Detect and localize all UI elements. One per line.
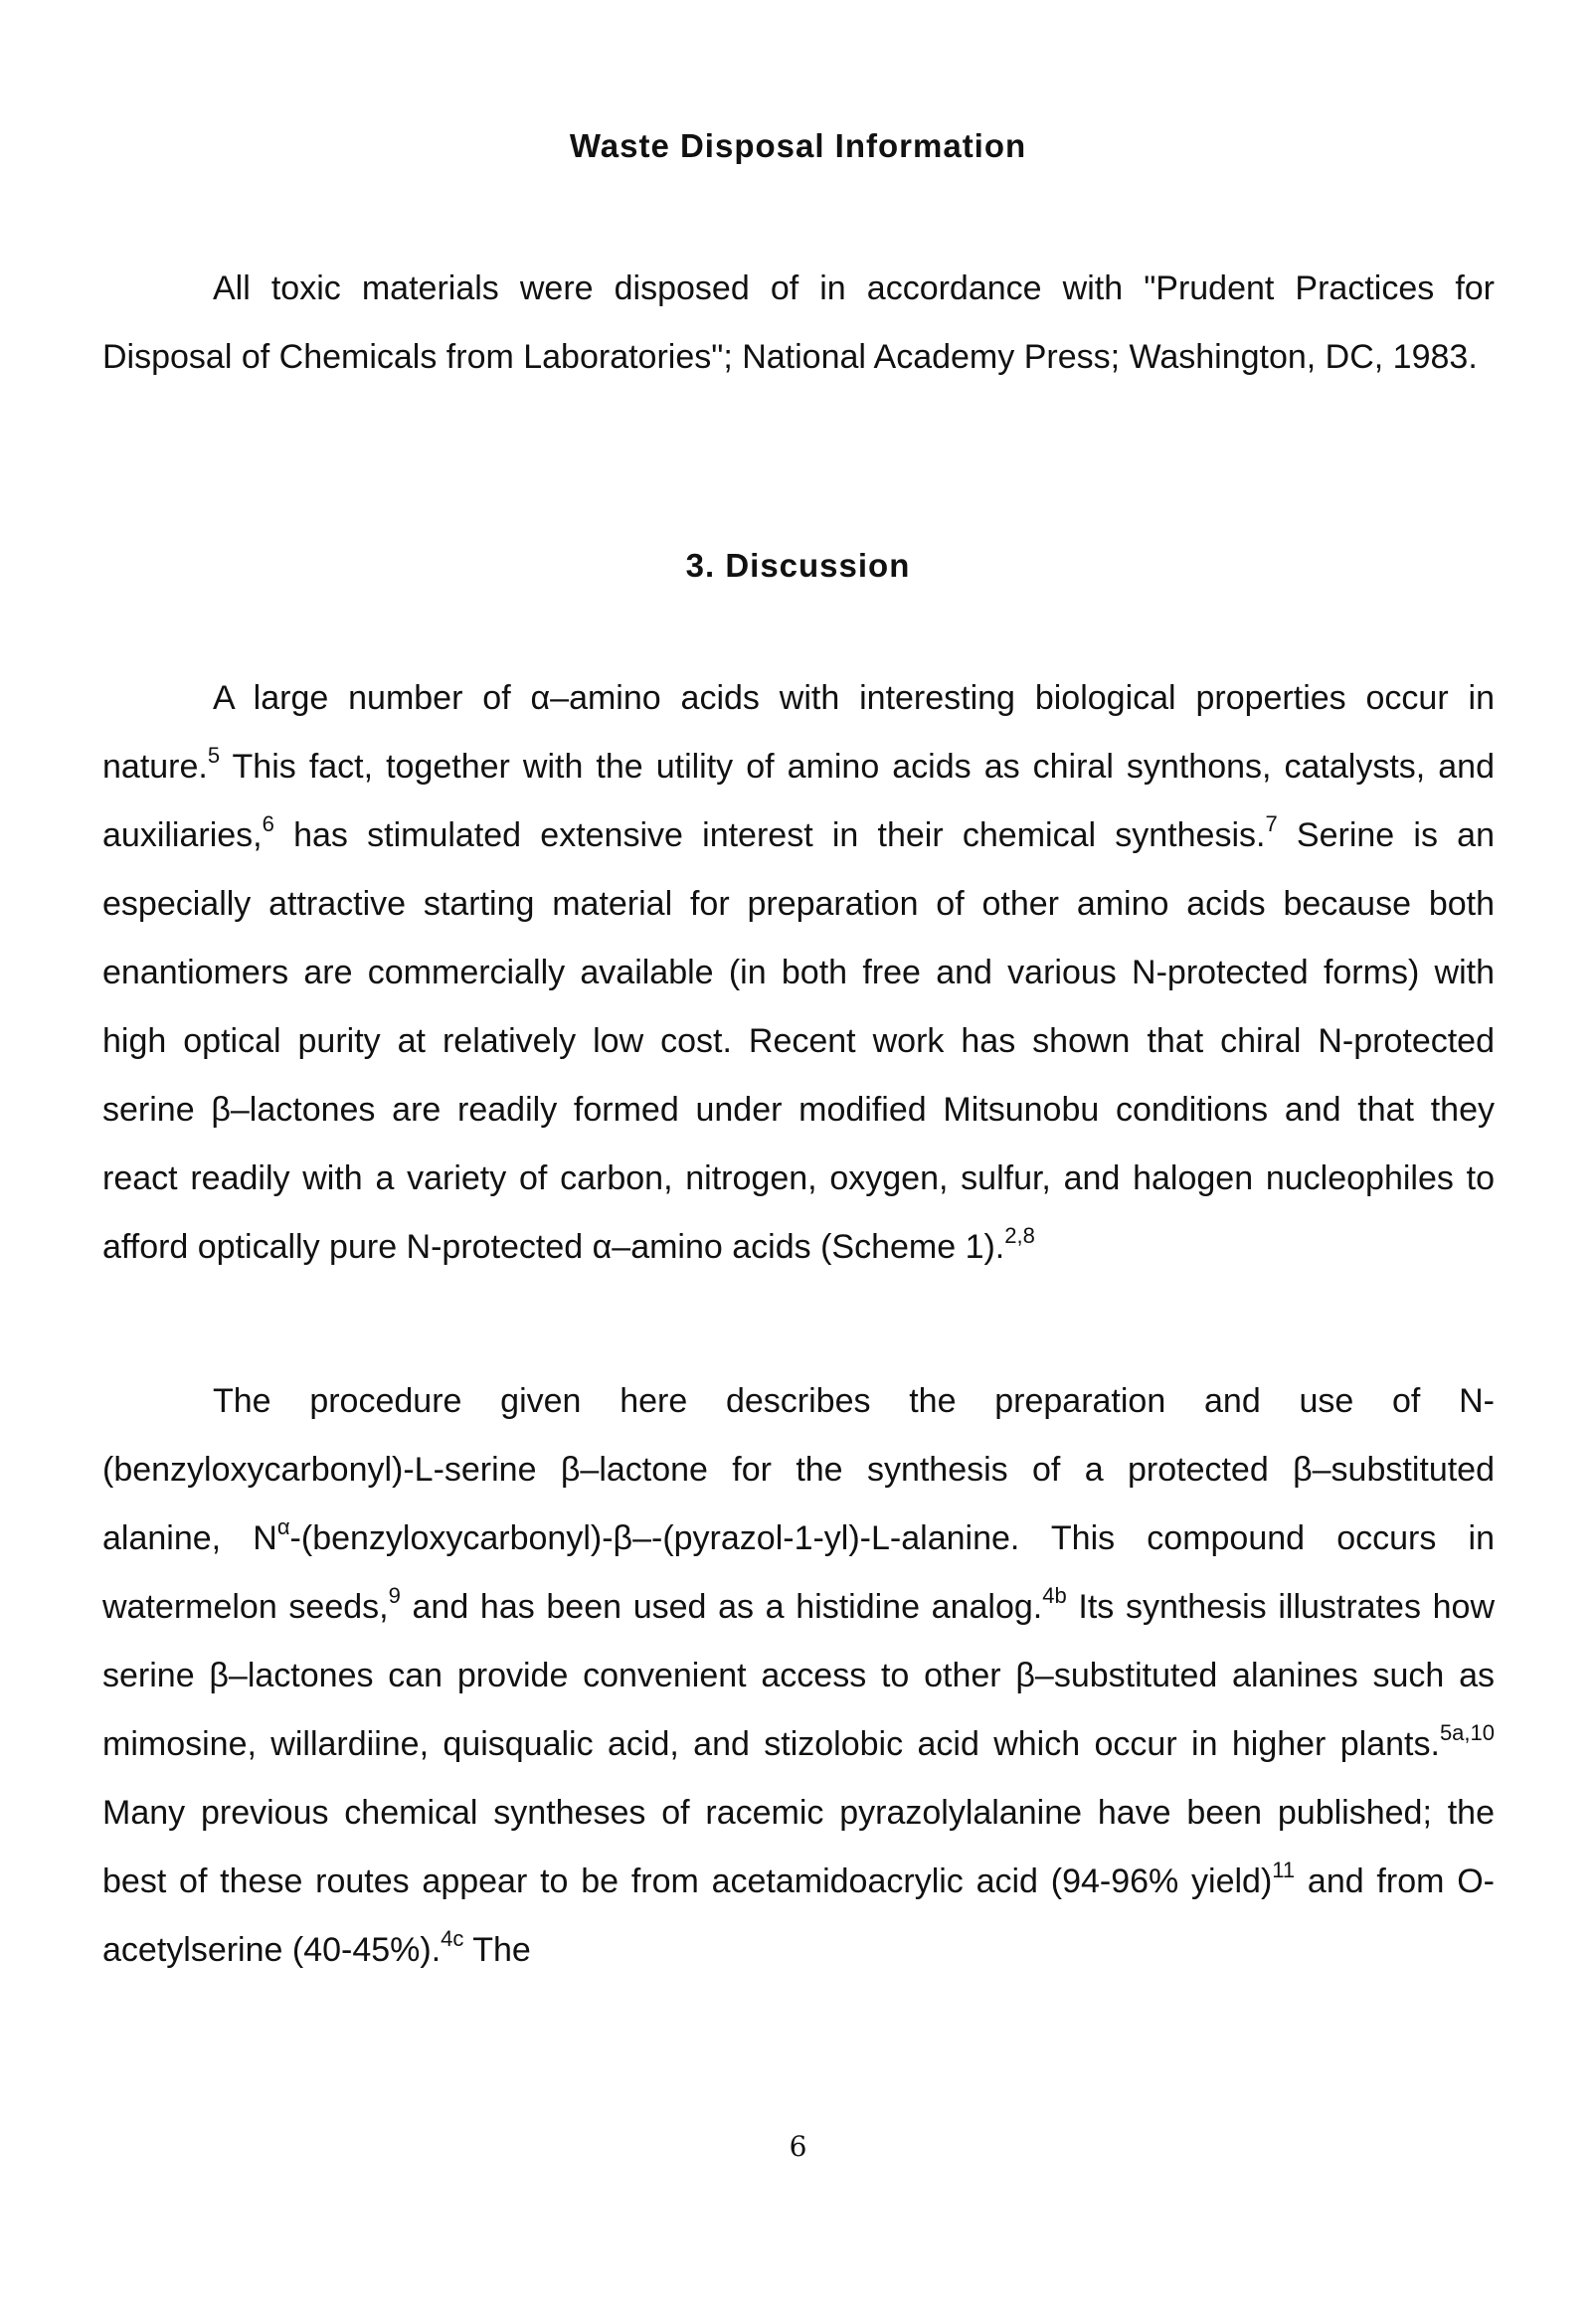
alpha-superscript: α xyxy=(276,1514,290,1539)
reference-superscript: 7 xyxy=(1265,811,1278,836)
reference-superscript: 6 xyxy=(262,811,274,836)
reference-superscript: 4c xyxy=(441,1926,464,1951)
body-text: The xyxy=(463,1931,531,1969)
reference-superscript: 9 xyxy=(388,1583,401,1608)
body-text: Serine is an especially attractive starting material for preparation of other amino acids because both enantiomers are commercially available (in both free and various N-protected forms) with high optical purity at relatively low cost. Recent work has shown that chiral N-protected serine β–lactones are readily formed under modified Mitsunobu conditions and that they react readily with a variety of carbon, nitrogen, oxygen, sulfur, and halogen nucleophiles to afford optically pure N-protected α–amino acids (Scheme 1). xyxy=(102,816,1496,1266)
discussion-heading: 3. Discussion xyxy=(685,547,911,584)
body-text: A large number of α–amino acids with interesting biological properties occur in nature. xyxy=(102,679,1495,786)
reference-superscript: 5a,10 xyxy=(1439,1720,1495,1745)
body-text: Its synthesis illustrates how serine β–lactones can provide convenient access to other β–substituted alanines such as mimosine, willardiine, quisqualic acid, and stizolobic acid which occur in higher plants. xyxy=(102,1588,1495,1763)
reference-superscript: 2,8 xyxy=(1004,1223,1035,1248)
reference-superscript: 4b xyxy=(1042,1583,1067,1608)
reference-superscript: 11 xyxy=(1272,1858,1296,1882)
body-text: has stimulated extensive interest in their chemical synthesis. xyxy=(273,816,1266,854)
reference-superscript: 5 xyxy=(207,743,221,768)
body-text: and from O-acetylserine (40-45%). xyxy=(102,1862,1495,1969)
waste-disposal-heading: Waste Disposal Information xyxy=(569,127,1027,164)
waste-disposal-paragraph: All toxic materials were disposed of in accordance with "Prudent Practices for Disposal of Chemicals from Laboratories"; National Academy Press; Washington, DC, 1983. xyxy=(102,269,1495,376)
discussion-paragraph-2 xyxy=(102,1367,1495,1985)
body-text: Many previous chemical syntheses of racemic pyrazolylalanine have been published; the best of these routes appear to be from acetamidoacrylic acid (94-96% yield) xyxy=(102,1794,1495,1900)
body-text: -(benzyloxycarbonyl)-β–-(pyrazol-1-yl)-L-alanine. This compound occurs in watermelon seeds, xyxy=(102,1519,1495,1626)
body-text: and has been used as a histidine analog. xyxy=(400,1588,1043,1626)
discussion-paragraph-1 xyxy=(102,664,1495,1282)
body-text: The procedure given here describes the preparation and use of N-(benzyloxycarbonyl)-L-serine β–lactone for the synthesis of a protected β–substituted alanine, N xyxy=(102,1382,1495,1557)
body-text: This fact, together with the utility of amino acids as chiral synthons, catalysts, and auxiliaries, xyxy=(102,748,1495,854)
page-number: 6 xyxy=(789,2130,807,2163)
